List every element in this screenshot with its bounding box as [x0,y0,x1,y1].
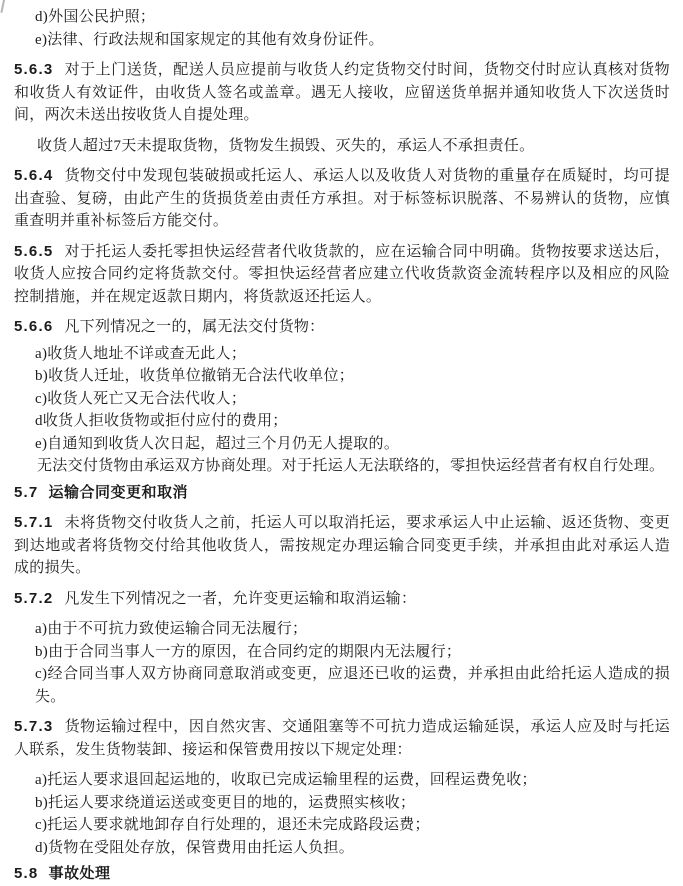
clause-5-7-1-text: 未将货物交付收货人之前，托运人可以取消托运，要求承运人中止运输、返还货物、变更到达地或者将货物交付给其他收货人，需按规定办理运输合同变更手续，并承担由此对承运人造成的损失。 [14,515,670,576]
list-item-c-mutual-agreement: c)经合同当事人双方协商同意取消或变更，应退还已收的运费，并承担由此给托运人造成的损失。 [35,666,670,705]
clause-5-6-5-text: 对于托运人委托零担快运经营者代收货款的，应在运输合同中明确。货物按要求送达后，收货人应按合同约定将货款交付。零担快运经营者应建立代收货款资金流转程序以及相应的风险控制措施，并在规定返款日期内，将货款返还托运人。 [14,243,670,305]
list-item-d-storage-fee: d)货物在受阻处存放，保管费用由托运人负担。 [35,839,355,856]
clause-5-6-3-text: 对于上门送货，配送人员应提前与收货人约定货物交付时间，货物交付时应认真核对货物和收货人有效证件，由收货人签名或盖章。遇无人接收，应留送货单据并通知收货人下次送货时间，两次未送出按收货人自提处理。 [14,62,670,123]
clause-5-6-4-number: 5.6.4 [14,167,54,184]
list-item-b-party-reason: b)由于合同当事人一方的原因，在合同约定的期限内无法履行； [35,643,462,660]
clause-5-6-6-text: 凡下列情况之一的，属无法交付货物： [64,319,325,335]
clause-5-6-6-number: 5.6.6 [14,318,54,335]
heading-5-7-title: 运输合同变更和取消 [48,483,188,501]
heading-5-8-title: 事故处理 [48,865,111,882]
list-item-b-detour-or-new-destination: b)托运人要求绕道运送或变更目的地的，运费照实核收； [35,794,416,811]
clause-5-7-2-number: 5.7.2 [14,589,54,607]
list-item-a-force-majeure: a)由于不可抗力致使运输合同无法履行； [35,621,308,637]
list-item-d-foreign-passport: d)外国公民护照； [35,9,156,25]
heading-5-8 [14,863,670,886]
scan-artifact-mark [0,0,5,13]
list-5-6-6-undeliverable-cases [14,343,670,478]
para-7-days-unclaimed: 收货人超过7天未提取货物，货物发生损毁、灭失的，承运人不承担责任。 [37,137,535,154]
clause-5-6-3 [14,59,670,127]
clause-5-7-1-number: 5.7.1 [14,514,54,531]
clause-5-7-3-number: 5.7.3 [14,718,54,735]
list-item-c-unload-on-spot: c)托运人要求就地卸存自行处理的，退还未完成路段运费； [35,817,430,833]
clause-5-6-5 [14,241,670,309]
heading-5-7 [14,482,670,505]
list-5-7-2-change-cancel-cases [14,618,670,708]
para-undeliverable-handling: 无法交付货物由承运双方协商处理。对于托运人无法联络的，零担快运经营者有权自行处理。 [37,458,665,474]
list-item-e-other-valid-ids: e)法律、行政法规和国家规定的其他有效身份证件。 [35,31,384,48]
clause-5-7-1 [14,512,670,580]
list-item-c-consignee-deceased: c)收货人死亡又无合法代收人； [35,390,247,407]
list-item-a-return-origin: a)托运人要求退回起运地的，收取已完成运输里程的运费，回程运费免收； [35,772,537,788]
clause-5-6-6 [14,316,670,339]
clause-5-7-3-text: 货物运输过程中，因自然灾害、交通阻塞等不可抗力造成运输延误，承运人应及时与托运人联系，发生货物装卸、接运和保管费用按以下规定处理： [14,719,670,758]
clause-5-7-2 [14,588,670,611]
list-item-d-refuse-goods-or-fees: d收货人拒收货物或拒付应付的费用； [35,413,288,429]
clause-5-7-2-text: 凡发生下列情况之一者，允许变更运输和取消运输： [64,590,417,607]
heading-5-8-number: 5.8 [14,865,39,882]
clause-5-7-3 [14,716,670,761]
clause-5-6-4 [14,165,670,233]
clause-5-6-4-text: 货物交付中发现包装破损或托运人、承运人以及收货人对货物的重量存在质疑时，均可提出查验、复磅，由此产生的货损货差由责任方承担。对于标签标识脱落、不易辨认的货物，应慎重查明并重补标签后方能交付。 [14,168,670,229]
list-5-7-3-fee-handling [14,769,670,859]
list-item-a-address-unknown: a)收货人地址不详或查无此人； [35,345,247,362]
list-item-e-three-months-unclaimed: e)自通知到收货人次日起，超过三个月仍无人提取的。 [35,435,400,452]
list-item-b-consignee-moved: b)收货人迁址，收货单位撤销无合法代收单位； [35,368,355,384]
clause-5-6-5-number: 5.6.5 [14,242,54,260]
clause-5-6-3-number: 5.6.3 [14,61,54,78]
heading-5-7-number: 5.7 [14,483,39,501]
